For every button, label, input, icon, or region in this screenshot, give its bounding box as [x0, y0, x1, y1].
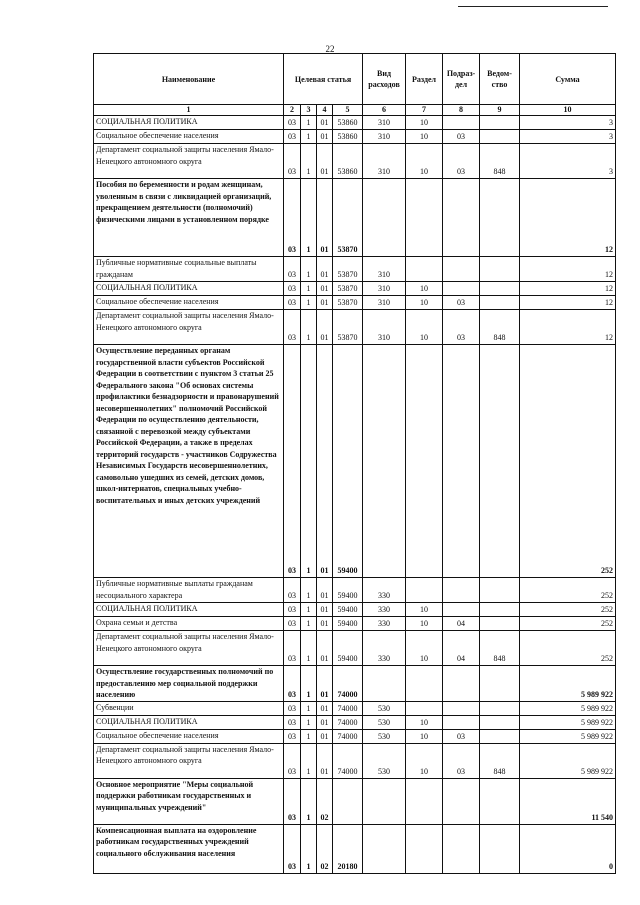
department: 848: [480, 310, 520, 345]
col-number: 10: [520, 105, 616, 116]
target-code-2: 1: [301, 578, 317, 603]
target-code-3: 02: [317, 778, 333, 824]
target-code-4: 74000: [333, 666, 363, 702]
row-sum: 5 989 922: [520, 729, 616, 743]
department: [480, 578, 520, 603]
target-code-4: 74000: [333, 743, 363, 778]
target-code-2: 1: [301, 603, 317, 617]
table-row: [94, 130, 616, 144]
section: 10: [406, 743, 443, 778]
section: [406, 179, 443, 257]
target-code-4: 53860: [333, 116, 363, 130]
target-code-2: 1: [301, 617, 317, 631]
subsection: [443, 345, 480, 578]
expense-type: 330: [363, 578, 406, 603]
subsection: [443, 701, 480, 715]
header-exp-type: Вид расходов: [363, 54, 406, 105]
expense-type: [363, 179, 406, 257]
row-name: СОЦИАЛЬНАЯ ПОЛИТИКА: [94, 282, 284, 296]
expense-type: [363, 778, 406, 824]
section: [406, 345, 443, 578]
target-code-4: 53870: [333, 282, 363, 296]
target-code-4: 74000: [333, 701, 363, 715]
table-row: [94, 715, 616, 729]
target-code-2: 1: [301, 257, 317, 282]
department: [480, 116, 520, 130]
section: [406, 257, 443, 282]
target-code-1: 03: [284, 617, 301, 631]
table-row: [94, 743, 616, 778]
department: [480, 296, 520, 310]
target-code-1: 03: [284, 282, 301, 296]
target-code-3: 01: [317, 130, 333, 144]
row-name: Компенсационная выплата на оздоровление работникам государственных учреждений социального обслуживания населения: [94, 824, 284, 873]
expense-type: 310: [363, 130, 406, 144]
department: 848: [480, 144, 520, 179]
table-row: [94, 257, 616, 282]
department: [480, 778, 520, 824]
row-name: СОЦИАЛЬНАЯ ПОЛИТИКА: [94, 116, 284, 130]
target-code-1: 03: [284, 345, 301, 578]
target-code-1: 03: [284, 824, 301, 873]
department: [480, 824, 520, 873]
table-row: [94, 603, 616, 617]
target-code-1: 03: [284, 296, 301, 310]
row-name: Социальное обеспечение населения: [94, 296, 284, 310]
target-code-1: 03: [284, 631, 301, 666]
target-code-2: 1: [301, 282, 317, 296]
target-code-1: 03: [284, 701, 301, 715]
target-code-4: 53860: [333, 144, 363, 179]
page-number: 22: [325, 44, 335, 54]
expense-type: 530: [363, 715, 406, 729]
section: 10: [406, 296, 443, 310]
target-code-2: 1: [301, 144, 317, 179]
expense-type: 330: [363, 617, 406, 631]
subsection: [443, 715, 480, 729]
col-number: 6: [363, 105, 406, 116]
row-sum: 11 540: [520, 778, 616, 824]
subsection: [443, 824, 480, 873]
col-number: 2: [284, 105, 301, 116]
table-row: [94, 824, 616, 873]
target-code-3: 01: [317, 631, 333, 666]
header-target: Целевая статья: [284, 54, 363, 105]
expense-type: 310: [363, 282, 406, 296]
department: [480, 257, 520, 282]
target-code-3: 01: [317, 603, 333, 617]
row-sum: 12: [520, 282, 616, 296]
table-row: [94, 578, 616, 603]
section: 10: [406, 310, 443, 345]
table-row: [94, 310, 616, 345]
header-section: Раздел: [406, 54, 443, 105]
header-subsection: Подраз-дел: [443, 54, 480, 105]
subsection: 03: [443, 144, 480, 179]
row-name: СОЦИАЛЬНАЯ ПОЛИТИКА: [94, 715, 284, 729]
target-code-1: 03: [284, 603, 301, 617]
header-dept: Ведом-ство: [480, 54, 520, 105]
table-row: [94, 179, 616, 257]
expense-type: [363, 666, 406, 702]
subsection: 04: [443, 617, 480, 631]
target-code-1: 03: [284, 116, 301, 130]
table-row: [94, 144, 616, 179]
target-code-1: 03: [284, 144, 301, 179]
col-number: 8: [443, 105, 480, 116]
target-code-2: 1: [301, 631, 317, 666]
expense-type: 310: [363, 257, 406, 282]
target-code-2: 1: [301, 824, 317, 873]
table-row: [94, 617, 616, 631]
row-sum: 5 989 922: [520, 715, 616, 729]
row-sum: 12: [520, 310, 616, 345]
target-code-4: 59400: [333, 631, 363, 666]
subsection: [443, 578, 480, 603]
target-code-3: 01: [317, 257, 333, 282]
target-code-4: [333, 778, 363, 824]
expense-type: 310: [363, 310, 406, 345]
table-row: [94, 116, 616, 130]
row-sum: 3: [520, 144, 616, 179]
target-code-3: 01: [317, 179, 333, 257]
table-row: [94, 666, 616, 702]
row-sum: 12: [520, 257, 616, 282]
target-code-1: 03: [284, 130, 301, 144]
target-code-2: 1: [301, 778, 317, 824]
section: 10: [406, 282, 443, 296]
table-row: [94, 631, 616, 666]
department: [480, 130, 520, 144]
budget-table: [93, 53, 616, 874]
target-code-4: 53870: [333, 310, 363, 345]
target-code-2: 1: [301, 310, 317, 345]
section: [406, 824, 443, 873]
header-sum: Сумма: [520, 54, 616, 105]
department: [480, 715, 520, 729]
expense-type: 310: [363, 144, 406, 179]
table-row: [94, 701, 616, 715]
target-code-3: 01: [317, 282, 333, 296]
target-code-4: 59400: [333, 617, 363, 631]
table-row: [94, 345, 616, 578]
target-code-3: 01: [317, 578, 333, 603]
department: [480, 701, 520, 715]
section: 10: [406, 729, 443, 743]
expense-type: 530: [363, 729, 406, 743]
row-name: Пособия по беременности и родам женщинам, уволенным в связи с ликвидацией организаций, прекращением деятельности (полномочий) физическими лицами в установленном порядке: [94, 179, 284, 257]
department: [480, 603, 520, 617]
subsection: [443, 179, 480, 257]
section: 10: [406, 130, 443, 144]
target-code-4: 53860: [333, 130, 363, 144]
row-sum: 252: [520, 617, 616, 631]
row-sum: 3: [520, 116, 616, 130]
target-code-1: 03: [284, 179, 301, 257]
target-code-2: 1: [301, 179, 317, 257]
row-sum: 12: [520, 179, 616, 257]
row-sum: 252: [520, 345, 616, 578]
row-name: Департамент социальной защиты населения Ямало-Ненецкого автономного округа: [94, 631, 284, 666]
target-code-1: 03: [284, 743, 301, 778]
row-name: Охрана семьи и детства: [94, 617, 284, 631]
target-code-3: 01: [317, 617, 333, 631]
row-name: Департамент социальной защиты населения Ямало-Ненецкого автономного округа: [94, 310, 284, 345]
row-name: Осуществление государственных полномочий по предоставлению мер социальной поддержки населению: [94, 666, 284, 702]
section: [406, 666, 443, 702]
row-sum: 252: [520, 578, 616, 603]
table-row: [94, 296, 616, 310]
section: 10: [406, 116, 443, 130]
row-name: Департамент социальной защиты населения Ямало-Ненецкого автономного округа: [94, 743, 284, 778]
section: 10: [406, 715, 443, 729]
target-code-2: 1: [301, 666, 317, 702]
subsection: [443, 282, 480, 296]
target-code-1: 03: [284, 778, 301, 824]
row-sum: 3: [520, 130, 616, 144]
scan-edge-line: [458, 6, 608, 7]
target-code-4: 53870: [333, 179, 363, 257]
row-sum: 0: [520, 824, 616, 873]
row-sum: 12: [520, 296, 616, 310]
target-code-3: 01: [317, 144, 333, 179]
target-code-1: 03: [284, 578, 301, 603]
department: [480, 345, 520, 578]
section: [406, 578, 443, 603]
row-name: Субвенции: [94, 701, 284, 715]
target-code-3: 02: [317, 824, 333, 873]
col-number: 7: [406, 105, 443, 116]
col-number: 5: [333, 105, 363, 116]
target-code-3: 01: [317, 116, 333, 130]
target-code-3: 01: [317, 345, 333, 578]
expense-type: [363, 345, 406, 578]
target-code-1: 03: [284, 729, 301, 743]
target-code-2: 1: [301, 729, 317, 743]
subsection: [443, 778, 480, 824]
target-code-4: 53870: [333, 257, 363, 282]
subsection: [443, 603, 480, 617]
section: 10: [406, 631, 443, 666]
target-code-1: 03: [284, 310, 301, 345]
target-code-2: 1: [301, 345, 317, 578]
expense-type: 330: [363, 603, 406, 617]
header-row: [94, 54, 616, 105]
row-name: Департамент социальной защиты населения Ямало-Ненецкого автономного округа: [94, 144, 284, 179]
target-code-3: 01: [317, 715, 333, 729]
expense-type: 330: [363, 631, 406, 666]
target-code-4: 59400: [333, 603, 363, 617]
section: 10: [406, 144, 443, 179]
expense-type: 310: [363, 296, 406, 310]
table-row: [94, 729, 616, 743]
section: [406, 778, 443, 824]
subsection: [443, 666, 480, 702]
header-name: Наименование: [94, 54, 284, 105]
department: [480, 617, 520, 631]
target-code-4: 74000: [333, 729, 363, 743]
subsection: 04: [443, 631, 480, 666]
target-code-3: 01: [317, 701, 333, 715]
target-code-1: 03: [284, 257, 301, 282]
subsection: 03: [443, 130, 480, 144]
target-code-1: 03: [284, 715, 301, 729]
target-code-3: 01: [317, 296, 333, 310]
col-number: 1: [94, 105, 284, 116]
department: [480, 666, 520, 702]
row-name: Основное мероприятие "Меры социальной поддержки работникам государственных и муниципальных учреждений": [94, 778, 284, 824]
target-code-2: 1: [301, 715, 317, 729]
subsection: 03: [443, 296, 480, 310]
target-code-4: 59400: [333, 578, 363, 603]
table-row: [94, 282, 616, 296]
target-code-1: 03: [284, 666, 301, 702]
expense-type: 530: [363, 743, 406, 778]
row-name: Социальное обеспечение населения: [94, 130, 284, 144]
row-name: Социальное обеспечение населения: [94, 729, 284, 743]
subsection: [443, 116, 480, 130]
row-name: СОЦИАЛЬНАЯ ПОЛИТИКА: [94, 603, 284, 617]
target-code-2: 1: [301, 130, 317, 144]
col-number: 3: [301, 105, 317, 116]
row-sum: 252: [520, 631, 616, 666]
expense-type: 310: [363, 116, 406, 130]
department: [480, 729, 520, 743]
expense-type: [363, 824, 406, 873]
column-number-row: [94, 105, 616, 116]
col-number: 9: [480, 105, 520, 116]
target-code-3: 01: [317, 729, 333, 743]
row-sum: 5 989 922: [520, 701, 616, 715]
department: [480, 282, 520, 296]
row-name: Публичные нормативные выплаты гражданам несоциального характера: [94, 578, 284, 603]
department: 848: [480, 743, 520, 778]
expense-type: 530: [363, 701, 406, 715]
target-code-4: 59400: [333, 345, 363, 578]
target-code-3: 01: [317, 310, 333, 345]
target-code-2: 1: [301, 116, 317, 130]
subsection: [443, 257, 480, 282]
target-code-4: 53870: [333, 296, 363, 310]
section: 10: [406, 617, 443, 631]
row-sum: 252: [520, 603, 616, 617]
target-code-2: 1: [301, 701, 317, 715]
target-code-4: 20180: [333, 824, 363, 873]
department: 848: [480, 631, 520, 666]
row-name: Публичные нормативные социальные выплаты гражданам: [94, 257, 284, 282]
target-code-4: 74000: [333, 715, 363, 729]
subsection: 03: [443, 743, 480, 778]
row-name: Осуществление переданных органам государственной власти субъектов Российской Федерации в соответствии с пунктом 3 статьи 25 Федерального закона "Об основах системы профилактики безнадзорности и правонарушений несовершеннолетних" полномочий Российской Федерации по осуществлению деятельности, связанной с перевозкой между субъектами Российской Федерации, а также в пределах территорий государств - участников Содружества Независимых Государств несовершеннолетних, самовольно ушедших из семей, детских домов, школ-интернатов, специальных учебно-воспитательных и иных детских учреждений: [94, 345, 284, 578]
section: 10: [406, 603, 443, 617]
subsection: 03: [443, 310, 480, 345]
section: [406, 701, 443, 715]
target-code-3: 01: [317, 666, 333, 702]
department: [480, 179, 520, 257]
subsection: 03: [443, 729, 480, 743]
target-code-2: 1: [301, 743, 317, 778]
row-sum: 5 989 922: [520, 743, 616, 778]
col-number: 4: [317, 105, 333, 116]
table-row: [94, 778, 616, 824]
row-sum: 5 989 922: [520, 666, 616, 702]
target-code-2: 1: [301, 296, 317, 310]
target-code-3: 01: [317, 743, 333, 778]
